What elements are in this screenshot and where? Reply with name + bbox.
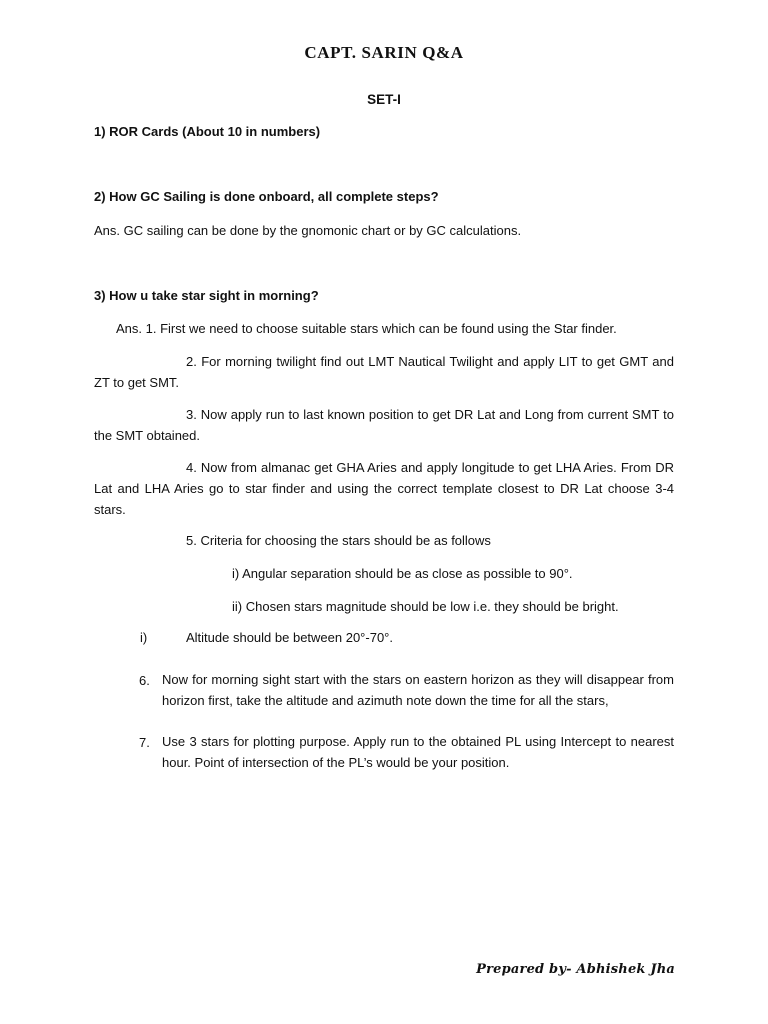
question-3: 3) How u take star sight in morning? bbox=[94, 288, 319, 303]
answer-3-step-4: 4. Now from almanac get GHA Aries and apply longitude to get LHA Aries. From DR Lat and LHA Aries go to star finder and using the correct template closest to DR Lat choose 3-4 stars. bbox=[94, 460, 674, 517]
criterion-angular-separation: i) Angular separation should be as close as possible to 90°. bbox=[232, 566, 573, 581]
author-signature: Prepared by- Abhishek Jha bbox=[476, 962, 675, 977]
question-2: 2) How GC Sailing is done onboard, all complete steps? bbox=[94, 189, 439, 204]
answer-3-step-7: Use 3 stars for plotting purpose. Apply run to the obtained PL using Intercept to nearest hour. Point of intersection of the PL’s would be your position. bbox=[162, 734, 674, 770]
answer-3-step-2: 2. For morning twilight find out LMT Nautical Twilight and apply LIT to get GMT and ZT to get SMT. bbox=[94, 354, 674, 390]
step-7-marker: 7. bbox=[139, 735, 150, 750]
criterion-magnitude: ii) Chosen stars magnitude should be low i.e. they should be bright. bbox=[232, 599, 619, 614]
step-6-marker: 6. bbox=[139, 673, 150, 688]
answer-3-step-1: Ans. 1. First we need to choose suitable stars which can be found using the Star finder. bbox=[116, 321, 617, 336]
answer-2: Ans. GC sailing can be done by the gnomonic chart or by GC calculations. bbox=[94, 223, 522, 238]
question-1: 1) ROR Cards (About 10 in numbers) bbox=[94, 124, 321, 139]
criterion-altitude-marker: i) bbox=[140, 630, 148, 645]
set-heading: SET-I bbox=[367, 92, 401, 107]
answer-3-step-6: Now for morning sight start with the stars on eastern horizon as they will disappear from horizon first, take the altitude and azimuth note down the time for all the stars, bbox=[162, 672, 674, 708]
answer-3-step-5: 5. Criteria for choosing the stars should be as follows bbox=[186, 533, 491, 548]
document-title: CAPT. SARIN Q&A bbox=[304, 43, 464, 62]
answer-3-step-3: 3. Now apply run to last known position to get DR Lat and Long from current SMT to the SMT obtained. bbox=[94, 407, 674, 443]
criterion-altitude: Altitude should be between 20°-70°. bbox=[186, 630, 393, 645]
